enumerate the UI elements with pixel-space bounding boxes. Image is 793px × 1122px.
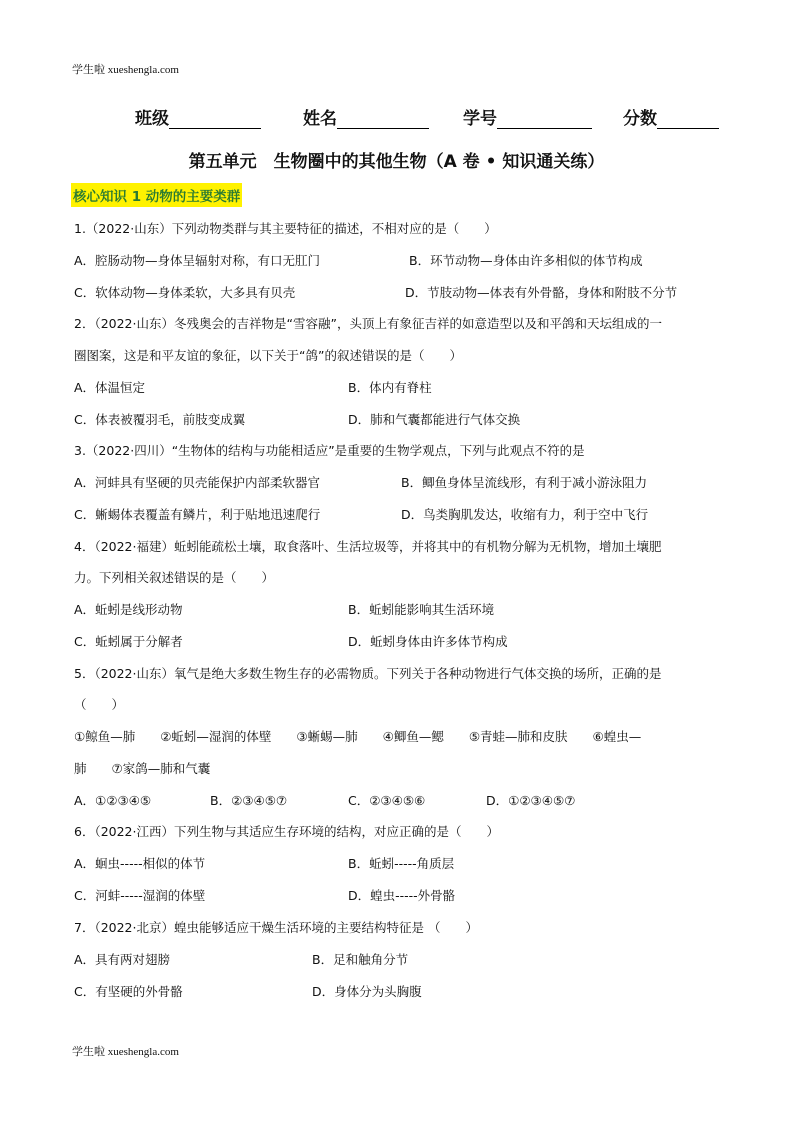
q5-items-line1: ①鲸鱼—肺 ②蚯蚓—湿润的体壁 ③蜥蜴—肺 ④鲫鱼—鳃 ⑤青蛙—肺和皮肤 ⑥蝗虫— — [74, 729, 642, 744]
q3-option-c: C．蜥蜴体表覆盖有鳞片，利于贴地迅速爬行 — [74, 507, 321, 522]
q4-option-d: D．蚯蚓身体由许多体节构成 — [348, 634, 508, 649]
q4-option-b: B．蚯蚓能影响其生活环境 — [348, 602, 495, 617]
page-header: 学生啦 xueshengla.com — [72, 64, 179, 76]
name-field — [303, 104, 429, 129]
q1-stem: 1.（2022·山东）下列动物类群与其主要特征的描述，不相对应的是（ ） — [74, 221, 497, 236]
q1-option-d: D．节肢动物—体表有外骨骼，身体和附肢不分节 — [405, 285, 678, 300]
student-id-field — [463, 104, 592, 129]
score-field — [623, 104, 719, 129]
page-footer: 学生啦 xueshengla.com — [72, 1046, 179, 1058]
name-blank — [337, 110, 429, 129]
q7-option-a: A．具有两对翅膀 — [74, 952, 171, 967]
q1-option-a: A．腔肠动物—身体呈辐射对称，有口无肛门 — [74, 253, 321, 268]
section-heading: 核心知识 1 动物的主要类群 — [71, 183, 242, 207]
q5-option-d: D．①②③④⑤⑦ — [486, 793, 576, 808]
q5-stem-line2: （ ） — [74, 697, 125, 712]
q2-stem-line2: 圈图案，这是和平友谊的象征，以下关于“鸽”的叙述错误的是（ ） — [74, 348, 462, 363]
score-label: 分数 — [623, 109, 657, 129]
q2-option-d: D．肺和气囊都能进行气体交换 — [348, 412, 521, 427]
q6-option-d: D．蝗虫-----外骨骼 — [348, 888, 456, 903]
student-id-blank — [497, 110, 592, 129]
q6-stem: 6．（2022·江西）下列生物与其适应生存环境的结构，对应正确的是（ ） — [74, 824, 499, 839]
q6-option-a: A．蛔虫-----相似的体节 — [74, 856, 206, 871]
q7-stem: 7．（2022·北京）蝗虫能够适应干燥生活环境的主要结构特征是 （ ） — [74, 920, 478, 935]
class-field — [135, 104, 261, 129]
q4-stem-line1: 4．（2022·福建）蚯蚓能疏松土壤，取食落叶、生活垃圾等，并将其中的有机物分解为无机物，增加土壤肥 — [74, 539, 662, 554]
q5-items-line2: 肺 ⑦家鸽—肺和气囊 — [74, 761, 211, 776]
q4-option-a: A．蚯蚓是线形动物 — [74, 602, 183, 617]
class-blank — [169, 110, 261, 129]
class-label: 班级 — [135, 109, 169, 129]
q7-option-b: B．足和触角分节 — [312, 952, 409, 967]
q4-stem-line2: 力。下列相关叙述错误的是（ ） — [74, 570, 275, 585]
student-id-label: 学号 — [463, 109, 497, 129]
q3-option-b: B．鲫鱼身体呈流线形，有利于减小游泳阻力 — [401, 475, 648, 490]
name-label: 姓名 — [303, 109, 337, 129]
q3-stem: 3.（2022·四川）“生物体的结构与功能相适应”是重要的生物学观点，下列与此观点不符的是 — [74, 443, 585, 458]
q7-option-c: C．有坚硬的外骨骼 — [74, 984, 183, 999]
q1-option-b: B．环节动物—身体由许多相似的体节构成 — [409, 253, 643, 268]
q2-option-c: C．体表被覆羽毛，前肢变成翼 — [74, 412, 246, 427]
q5-option-a: A．①②③④⑤ — [74, 793, 152, 808]
q6-option-c: C．河蚌-----湿润的体壁 — [74, 888, 206, 903]
q5-option-c: C．②③④⑤⑥ — [348, 793, 426, 808]
q6-option-b: B．蚯蚓-----角质层 — [348, 856, 455, 871]
q3-option-a: A．河蚌具有坚硬的贝壳能保护内部柔软器官 — [74, 475, 321, 490]
q2-option-b: B．体内有脊柱 — [348, 380, 432, 395]
q7-option-d: D．身体分为头胸腹 — [312, 984, 422, 999]
q5-option-b: B．②③④⑤⑦ — [210, 793, 288, 808]
q5-stem-line1: 5．（2022·山东）氧气是绝大多数生物生存的必需物质。下列关于各种动物进行气体交换的场所，正确的是 — [74, 666, 662, 681]
page-title: 第五单元 生物圈中的其他生物（A 卷 • 知识通关练） — [188, 152, 605, 172]
q3-option-d: D．鸟类胸肌发达，收缩有力，利于空中飞行 — [401, 507, 649, 522]
q2-option-a: A．体温恒定 — [74, 380, 146, 395]
score-blank — [657, 110, 719, 129]
q2-stem-line1: 2．（2022·山东）冬残奥会的吉祥物是“雪容融”，头顶上有象征吉祥的如意造型以及和平鸽和天坛组成的一 — [74, 316, 662, 331]
q4-option-c: C．蚯蚓属于分解者 — [74, 634, 183, 649]
q1-option-c: C．软体动物—身体柔软，大多具有贝壳 — [74, 285, 296, 300]
